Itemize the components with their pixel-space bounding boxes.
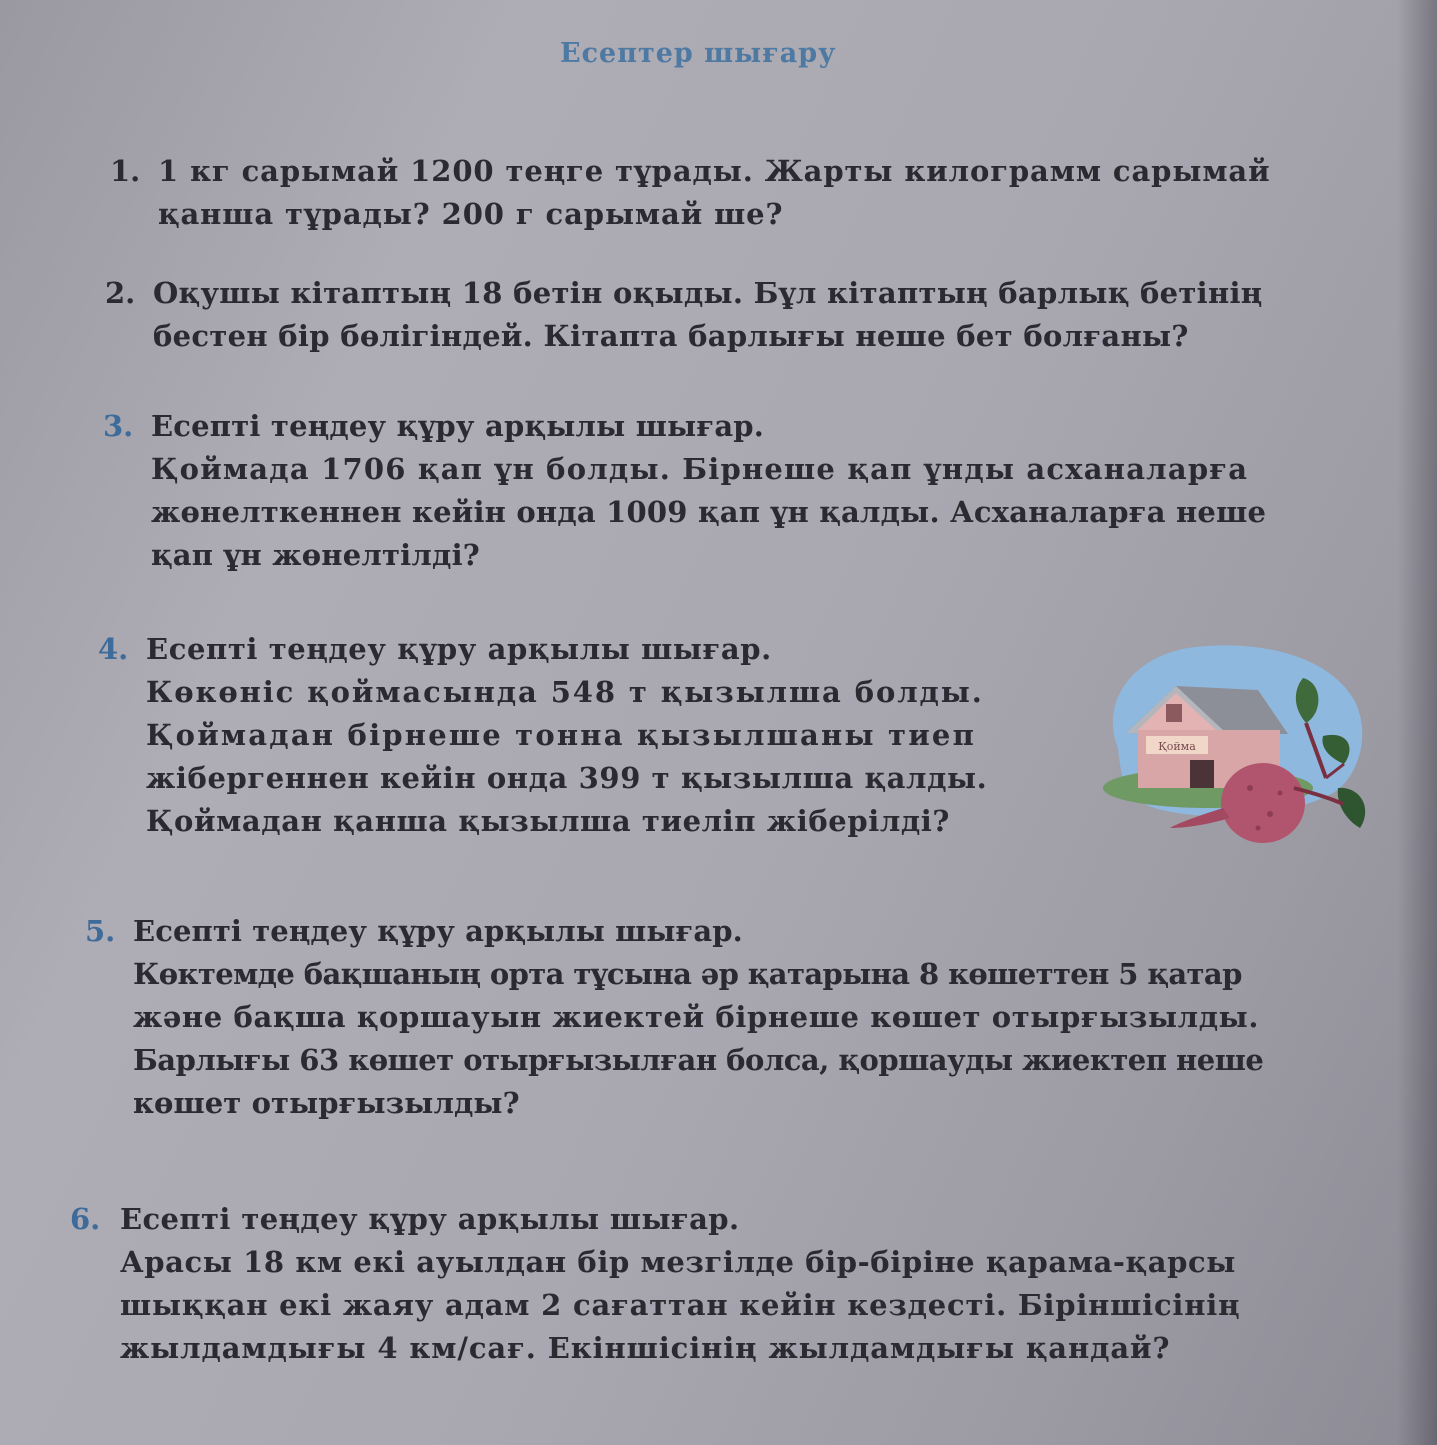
problem-line: Көктемде бақшаның орта тұсына әр қатарына 8 көшеттен 5 қатар [133, 956, 1242, 991]
barn-sign-label: Қойма [1158, 740, 1196, 753]
problem-line: Есепті теңдеу құру арқылы шығар. [146, 632, 772, 666]
page-edge-shadow [1397, 0, 1437, 1445]
problem-number: 3. [103, 409, 134, 443]
page-title: Есептер шығару [560, 38, 837, 69]
barn-beet-illustration [1098, 638, 1388, 848]
problem-number: 4. [98, 632, 129, 666]
problem-line: қап ұн жөнелтілді? [151, 537, 480, 572]
problem-line: 1 кг сарымай 1200 теңге тұрады. Жарты килограмм сарымай [158, 154, 1271, 188]
problem-number: 1. [110, 154, 141, 188]
problem-line: және бақша қоршауын жиектей бірнеше көшет отырғызылды. [133, 999, 1260, 1034]
problem-line: қанша тұрады? 200 г сарымай ше? [158, 196, 784, 231]
problem-line: жөнелткеннен кейін онда 1009 қап ұн қалды. Асханаларға неше [151, 494, 1267, 529]
problem-line: көшет отырғызылды? [133, 1085, 520, 1120]
problem-line: Оқушы кітаптың 18 бетін оқыды. Бұл кітаптың барлық бетінің [153, 276, 1263, 310]
problem-line: шыққан екі жаяу адам 2 сағаттан кейін кездесті. Біріншісінің [120, 1287, 1241, 1322]
problem-line: Барлығы 63 көшет отырғызылған болса, қоршауды жиектеп неше [133, 1042, 1264, 1077]
problem-line: Қоймада 1706 қап ұн болды. Бірнеше қап ұнды асханаларға [151, 451, 1249, 486]
problem-line: Арасы 18 км екі ауылдан бір мезгілде бір-біріне қарама-қарсы [120, 1244, 1236, 1279]
problem-line: бестен бір бөлігіндей. Кітапта барлығы неше бет болғаны? [153, 318, 1189, 353]
problem-line: Қоймадан бірнеше тонна қызылшаны тиеп [146, 717, 976, 752]
problem-line: Есепті теңдеу құру арқылы шығар. [120, 1202, 740, 1236]
barn-icon [1098, 638, 1388, 848]
problem-number: 6. [70, 1202, 101, 1236]
beet-icon [1221, 763, 1305, 843]
problem-line: жібергеннен кейін онда 399 т қызылша қалды. [146, 760, 988, 795]
problem-line: Есепті теңдеу құру арқылы шығар. [133, 914, 743, 948]
problem-line: Қоймадан қанша қызылша тиеліп жіберілді? [146, 803, 950, 838]
problem-line: жылдамдығы 4 км/сағ. Екіншісінің жылдамдығы қандай? [120, 1330, 1171, 1365]
problem-line: Есепті теңдеу құру арқылы шығар. [151, 409, 765, 443]
problem-number: 5. [85, 914, 116, 948]
problem-number: 2. [105, 276, 136, 310]
problem-line: Көкөніс қоймасында 548 т қызылша болды. [146, 674, 984, 709]
